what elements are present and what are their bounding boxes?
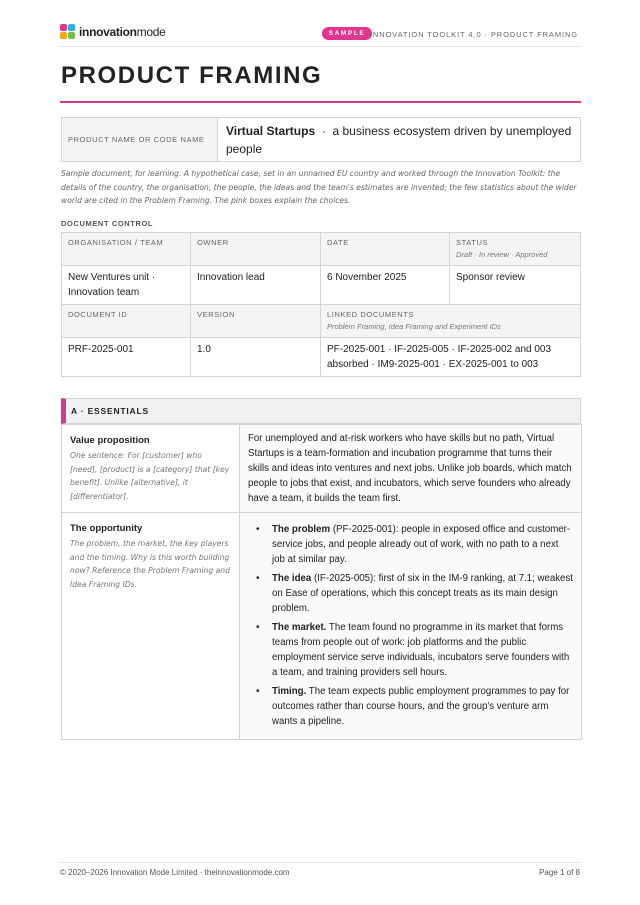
opportunity-title: The opportunity <box>70 523 143 534</box>
footer-copyright[interactable]: © 2020–2026 Innovation Mode Limited · theinnovationmode.com <box>60 868 290 877</box>
document-control-table <box>61 232 581 377</box>
opportunity-list <box>248 522 573 729</box>
header-org: ORGANISATION / TEAM <box>62 233 191 266</box>
title-underline <box>60 101 581 103</box>
list-item: • Timing. The team expects public employment programmes to pay for outcomes rather than course hours, and the group's venture arm wants a pipeline. <box>272 684 573 729</box>
toolkit-label: INNOVATION TOOLKIT 4.0 · PRODUCT FRAMING <box>369 30 578 39</box>
value-prop-title: Value proposition <box>70 435 150 446</box>
list-item: • The problem (PF-2025-001): people in exposed office and customer-service jobs, and people already out of work, with no path to a next job at similar pay. <box>272 522 573 567</box>
page-title: PRODUCT FRAMING <box>61 62 323 89</box>
header-status: STATUS Draft · In review · Approved <box>450 233 581 266</box>
value-prop-body[interactable]: For unemployed and at-risk workers who have skills but no path, Virtual Startups is a team-formation and incubation programme that turns their skills and ideas into ventures and next jobs. Unlike job boards, which match people to jobs that exist, and incubators, which serve founders who already have a team, it builds the team first. <box>240 425 582 513</box>
value-prop-hint: One sentence: For [customer] who [need], [product] is a [category] that [key benefit]. Unlike [alternative], it [differentiator]. <box>70 451 230 501</box>
header-version: VERSION <box>191 305 321 338</box>
name-separator: · <box>321 124 326 138</box>
intro-note: Sample document, for learning. A hypothetical case, set in an unnamed EU country and worked through the Innovation Toolkit: the details of the country, the organisation, the people, the ideas and the team's estimates are invented; the few statistics about the wider world are cited in the Problem Framing. The pink boxes explain the choices. <box>61 169 577 205</box>
value-org[interactable]: New Ventures unit · Innovation team <box>62 266 191 305</box>
product-name-label: PRODUCT NAME OR CODE NAME <box>62 118 218 162</box>
value-date[interactable]: 6 November 2025 <box>321 266 450 305</box>
value-status[interactable]: Sponsor review <box>450 266 581 305</box>
section-heading: A · ESSENTIALS <box>61 398 581 424</box>
opportunity-body[interactable] <box>240 513 582 740</box>
value-doc-id[interactable]: PRF-2025-001 <box>62 338 191 377</box>
page-number: Page 1 of 8 <box>539 868 580 877</box>
header-linked-docs: LINKED DOCUMENTS Problem Framing, Idea Framing and Experiment IDs <box>321 305 581 338</box>
list-item: • The idea (IF-2025-005): first of six in the IM-9 ranking, at 7.1; weakest on Ease of operations, which this concept treats as its main design problem. <box>272 571 573 616</box>
header-divider <box>60 46 580 47</box>
opportunity-label-cell <box>62 513 240 740</box>
essentials-table <box>61 424 582 740</box>
logo-text: innovationmode <box>79 25 166 39</box>
header-date: DATE <box>321 233 450 266</box>
footer-divider <box>60 862 580 863</box>
value-prop-label-cell <box>62 425 240 513</box>
product-name: Virtual Startups <box>226 124 316 138</box>
linked-docs-hint: Problem Framing, Idea Framing and Experiment IDs <box>327 322 501 331</box>
document-control-heading: DOCUMENT CONTROL <box>61 219 154 228</box>
list-item: • The market. The team found no programme in its market that forms teams from people out of work: job platforms and the public employment service serve individuals, incubators serve founders with a team, and training providers sell hours. <box>272 620 573 680</box>
value-owner[interactable]: Innovation lead <box>191 266 321 305</box>
product-name-value[interactable] <box>218 118 581 162</box>
page-header <box>60 24 580 48</box>
value-version[interactable]: 1.0 <box>191 338 321 377</box>
opportunity-hint: The problem, the market, the key players and the timing. Why is this worth building now? Reference the Problem Framing and Idea Framing IDs. <box>70 539 230 589</box>
value-linked-docs[interactable]: PF-2025-001 · IF-2025-005 · IF-2025-002 and 003 absorbed · IM9-2025-001 · EX-2025-001 to 003 <box>321 338 581 377</box>
product-name-table <box>61 117 581 162</box>
product-tagline: a business ecosystem driven by unemployed people <box>226 124 572 156</box>
section-essentials <box>61 398 581 740</box>
status-hint: Draft · In review · Approved <box>456 250 548 259</box>
logo-mark-icon <box>60 24 76 40</box>
header-doc-id: DOCUMENT ID <box>62 305 191 338</box>
brand-logo[interactable] <box>60 24 166 40</box>
header-owner: OWNER <box>191 233 321 266</box>
sample-badge: SAMPLE <box>322 27 372 40</box>
